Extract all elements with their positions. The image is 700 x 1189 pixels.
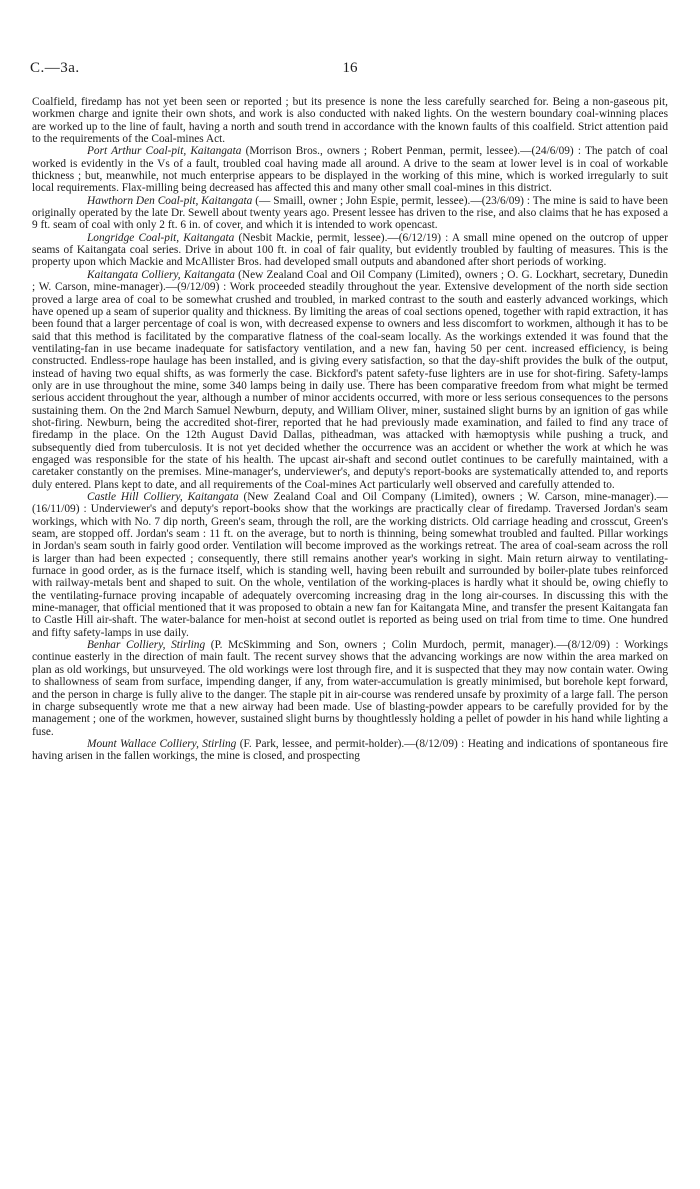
paragraph-text: (— Smaill, owner ; John Espie, permit, lessee).—(23/6/09) : The mine is said to have been originally operated by the late Dr. Sewell about twenty years ago. Present lessee has driven to the rise, and also claims that he has exposed a 9 ft. seam of coal with only 2 ft. 6 in. of cover, and which it is intended to work opencast.	[32, 194, 668, 232]
paragraph-castle-hill	[32, 491, 668, 639]
paragraph-mount-wallace	[32, 738, 668, 763]
paragraph-hawthorn-den	[32, 195, 668, 232]
mine-name: Mount Wallace Colliery, Stirling	[87, 737, 237, 750]
mine-name: Benhar Colliery, Stirling	[87, 639, 206, 652]
paragraph-text: (Morrison Bros., owners ; Robert Penman, permit, lessee).—(24/6/09) : The patch of coal worked is evidently in the Vs of a fault, troubled coal having made all around. A drive to the seam at lower level is in coal of workable thickness ; but, meanwhile, not much enterprise appears to be displayed in the working of this mine, which is worked irregularly to suit local requirements. Flax-milling being decreased has affected this and many other small coal-mines in this district.	[32, 145, 668, 195]
mine-name: Longridge Coal-pit, Kaitangata	[87, 231, 235, 244]
paragraph-port-arthur	[32, 145, 668, 194]
report-body	[32, 96, 668, 763]
paragraph-intro	[32, 96, 668, 145]
paragraph-text: (New Zealand Coal and Oil Company (Limited), owners ; O. G. Lockhart, secretary, Dunedin ; W. Carson, mine-manager).—(9/12/09) : Work proceeded steadily throughout the year. Extensive development of the north side section proved a large area of coal to be somewhat crushed and troubled, in marked contrast to the south and easterly advanced workings, which have opened up a seam of superior quality and thickness. By limiting the areas of coal sections opened, together with rapid extraction, it has been found that a larger percentage of coal is won, with decreased expense to owners and less discomfort to workmen, although it has to be said that this method is facilitated by the comparative flatness of the coal-seam locally. As the workings extended it was found that the ventilating-fan in use became inadequate for satisfactory ventilation, and a new fan, having 50 per cent. increased efficiency, is being constructed. Endless-rope haulage has been installed, and is giving every satisfaction, so that the day-shift provides the bulk of the output, instead of having two equal shifts, as was formerly the case. Bickford's patent safety-fuse lighters are in use for shot-firing. Safety-lamps only are in use throughout the mine, some 340 lamps being in daily use. There has been comparative freedom from what might be termed serious accident throughout the year, although a number of minor accidents occurred, with more or less serious consequences to the persons sustaining them. On the 2nd March Samuel Newburn, deputy, and William Oliver, miner, sustained slight burns by an ignition of gas while shot-firing. Newburn, being the accredited shot-firer, reported that he had previously made examination, and failed to find any trace of firedamp in the place. On the 12th August David Dallas, pitheadman, was attacked with hæmoptysis while pushing a truck, and subsequently died from tuberculosis. It is not yet decided whether the occurrence was an accident or whether the work at which he was engaged was responsible for the state of his health. The upcast air-shaft and second outlet continues to be carefully maintained, with a caretaker constantly on the premises. Mine-manager's, underviewer's, and deputy's report-books are systematically attended to, and reports duly entered. Plans kept to date, and all requirements of the Coal-mines Act particularly well observed and carefully attended to.	[32, 268, 668, 491]
mine-name: Castle Hill Colliery, Kaitangata	[87, 491, 239, 503]
page-number: 16	[342, 60, 358, 76]
mine-name: Port Arthur Coal-pit, Kaitangata	[87, 145, 242, 158]
paragraph-text: (F. Park, lessee, and permit-holder).—(8/12/09) : Heating and indications of spontaneous fire having arisen in the fallen workings, the mine is closed, and prospecting	[32, 737, 668, 763]
paragraph-text: (Nesbit Mackie, permit, lessee).—(6/12/19) : A small mine opened on the outcrop of upper seams of Kaitangata coal series. Drive in about 100 ft. in coal of fair quality, but evidently troubled by faulting of measures. This is the property upon which Mackie and McAllister Bros. had developed small outputs and abandoned after short periods of working.	[32, 231, 668, 269]
paragraph-text: (P. McSkimming and Son, owners ; Colin Murdoch, permit, manager).—(8/12/09) : Workings continue easterly in the direction of main fault. The recent survey shows that the advancing workings are now within the area marked on plan as old workings, but unsurveyed. The old workings were lost through fire, and it is suspected that they may now contain water. Owing to shallowness of seam from surface, impending danger, if any, from water-accumulation is greatly minimised, but borehole kept forward, and the person in charge is fully alive to the danger. The staple pit in air-course was rendered unsafe by proximity of a large fall. The person in charge subsequently wrote me that a new airway had been made. Use of blasting-powder appears to be carefully provided for by the management ; one of the workmen, however, sustained slight burns by thoughtlessly holding a pellet of powder in his hand while lighting a fuse.	[32, 639, 668, 738]
paragraph-kaitangata-colliery	[32, 269, 668, 491]
page-header	[30, 60, 670, 80]
paragraph-text: Coalfield, firedamp has not yet been seen or reported ; but its presence is none the less carefully searched for. Being a non-gaseous pit, workmen charge and ignite their own shots, and work is also conducted with naked lights. On the western boundary coal-winning places are worked up to the line of fault, having a north and south trend in accordance with the known faults of this coalfield. Strict attention paid to the requirements of the Coal-mines Act.	[32, 96, 668, 146]
paragraph-benhar	[32, 639, 668, 738]
mine-name: Hawthorn Den Coal-pit, Kaitangata	[87, 194, 253, 207]
paragraph-text: (New Zealand Coal and Oil Company (Limited), owners ; W. Carson, mine-manager).—(16/11/09) : Underviewer's and deputy's report-books show that the workings are practically clear of firedamp. Traversed Jordan's seam workings, which with No. 7 dip north, Green's seam, through the roll, are the working districts. Old carriage heading and crosscut, Green's seam, are stopped off. Jordan's seam : 11 ft. on the average, but to north is thinning, being somewhat troubled and faulted. Pillar workings in Jordan's seam south in fairly good order. Ventilation will become improved as the workings retreat. The area of coal-seam across the roll is larger than had been expected ; consequently, there still remains another year's working in sight. Main return airway to ventilating-furnace in good order, as is the furnace itself, which is standing well, having been rebuilt and surrounded by boiler-plate tubes reinforced with railway-metals bent and shaped to suit. On the whole, ventilation of the working-places is hardly what it should be, owing chiefly to the ventilating-furnace proving incapable of adequately overcoming increasing drag in the long air-courses. In discussing this with the mine-manager, that official mentioned that it was proposed to obtain a new fan for Kaitangata Mine, and transfer the present Kaitangata fan to Castle Hill air-shaft. The water-balance for men-hoist at second outlet is reported as being used on trial from time to time. One hundred and fifty safety-lamps in use daily.	[32, 491, 669, 639]
paragraph-longridge	[32, 232, 668, 269]
document-reference: C.—3a.	[30, 60, 80, 76]
mine-name: Kaitangata Colliery, Kaitangata	[87, 268, 235, 281]
